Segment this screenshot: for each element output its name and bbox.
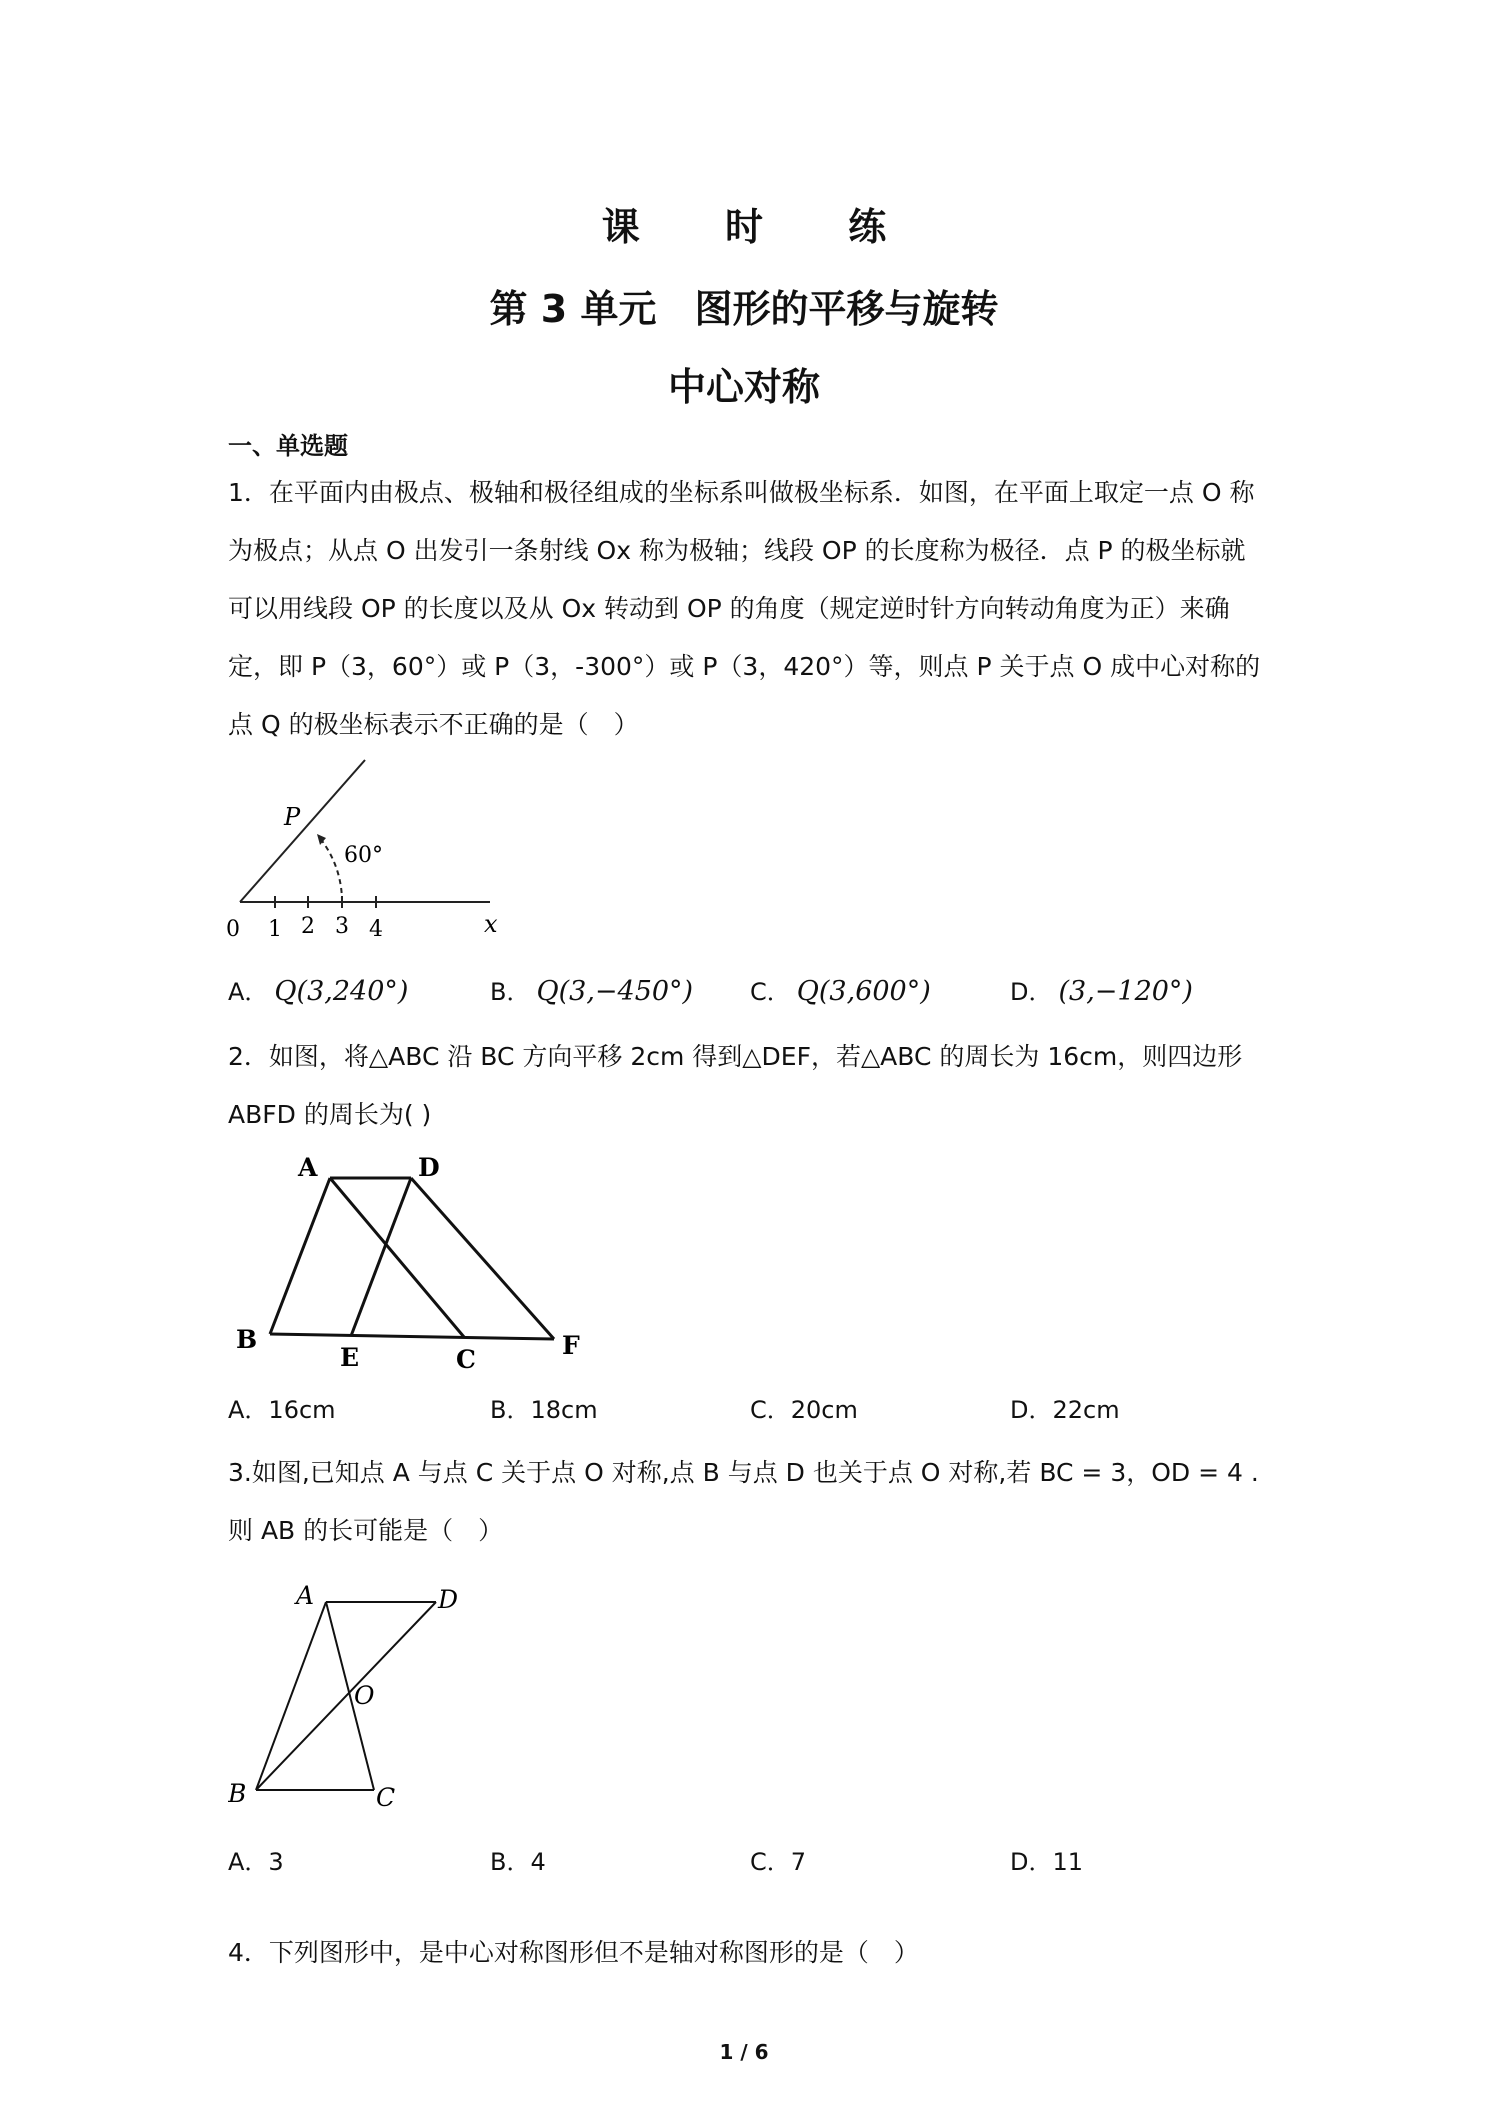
question-3-text: 3.如图,已知点 A 与点 C 关于点 O 对称,点 B 与点 D 也关于点 O 对称,若 BC = 3，OD = 4 . 则 AB 的长可能是（ ） [228,1458,1259,1545]
segment-ac [330,1178,464,1337]
lesson-title: 中心对称 [667,365,820,409]
option-b[interactable]: B． Q(3,−450°) [490,976,694,1007]
label-c: C [456,1345,476,1372]
label-d: D [418,1153,440,1182]
tick-2-label: 2 [301,914,315,939]
label-b: B [228,1779,247,1808]
segment-de [351,1178,411,1336]
question-3-figure [228,1580,468,1820]
axis-x-label: x [484,910,498,938]
option-d[interactable]: D． (3,−120°) [1010,976,1193,1007]
doc-title: 课 时 练 [601,205,923,249]
angle-arc [319,837,342,902]
origin-label: 0 [226,917,240,942]
option-a[interactable]: A． Q(3,240°) [228,976,409,1007]
label-c: C [376,1783,396,1812]
tick-4-label: 4 [369,917,383,942]
option-c[interactable]: C．7 [750,1848,807,1876]
segment-bf [270,1334,554,1339]
question-3-options [228,1842,1270,1892]
option-c[interactable]: C． Q(3,600°) [750,976,931,1007]
label-a: A [298,1153,318,1182]
question-1-figure [220,750,520,950]
question-2-options [228,1390,1270,1440]
section-label: 一、单选题 [228,432,348,460]
segment-ab [256,1602,326,1790]
angle-label: 60° [344,843,383,868]
ray-op [240,760,365,902]
option-a[interactable]: A．16cm [228,1396,336,1424]
option-d[interactable]: D．11 [1010,1848,1084,1876]
label-e: E [340,1343,360,1372]
question-4-text: 4．下列图形中，是中心对称图形但不是轴对称图形的是（ ） [228,1938,919,1967]
option-c[interactable]: C．20cm [750,1396,858,1424]
segment-ab [270,1178,330,1334]
point-p-label: P [284,803,301,831]
option-b[interactable]: B．18cm [490,1396,598,1424]
option-b[interactable]: B．4 [490,1848,546,1876]
label-a: A [296,1581,315,1610]
label-o: O [354,1681,375,1710]
arrow-head [317,834,326,845]
unit-title: 第 3 单元 图形的平移与旋转 [489,287,999,331]
tick-3-label: 3 [335,914,349,939]
page-number: 1 / 6 [719,2040,769,2064]
label-d: D [438,1585,459,1614]
option-d[interactable]: D．22cm [1010,1396,1120,1424]
label-b: B [236,1325,258,1354]
option-a[interactable]: A．3 [228,1848,284,1876]
segment-df [411,1178,554,1339]
question-1-options [228,972,1270,1022]
question-2-figure [228,1152,598,1372]
tick-1-label: 1 [268,917,282,942]
question-2-text: 2．如图，将△ABC 沿 BC 方向平移 2cm 得到△DEF，若△ABC 的周长为 16cm，则四边形 ABFD 的周长为( ) [228,1042,1243,1129]
label-f: F [562,1331,580,1360]
question-1-text: 1．在平面内由极点、极轴和极径组成的坐标系叫做极坐标系．如图，在平面上取定一点 O 称为极点；从点 O 出发引一条射线 Ox 称为极轴；线段 OP 的长度称为极径．点 P 的极坐标就可以用线段 OP 的长度以及从 Ox 转动到 OP 的角度（规定逆时针方向转动角度为正）来确定，即 P（3，60°）或 P（3，-300°）或 P（3，420°）等，则点 P 关于点 O 成中心对称的点 Q 的极坐标表示不正确的是（ ） [228,478,1261,739]
segment-bd [256,1602,436,1790]
